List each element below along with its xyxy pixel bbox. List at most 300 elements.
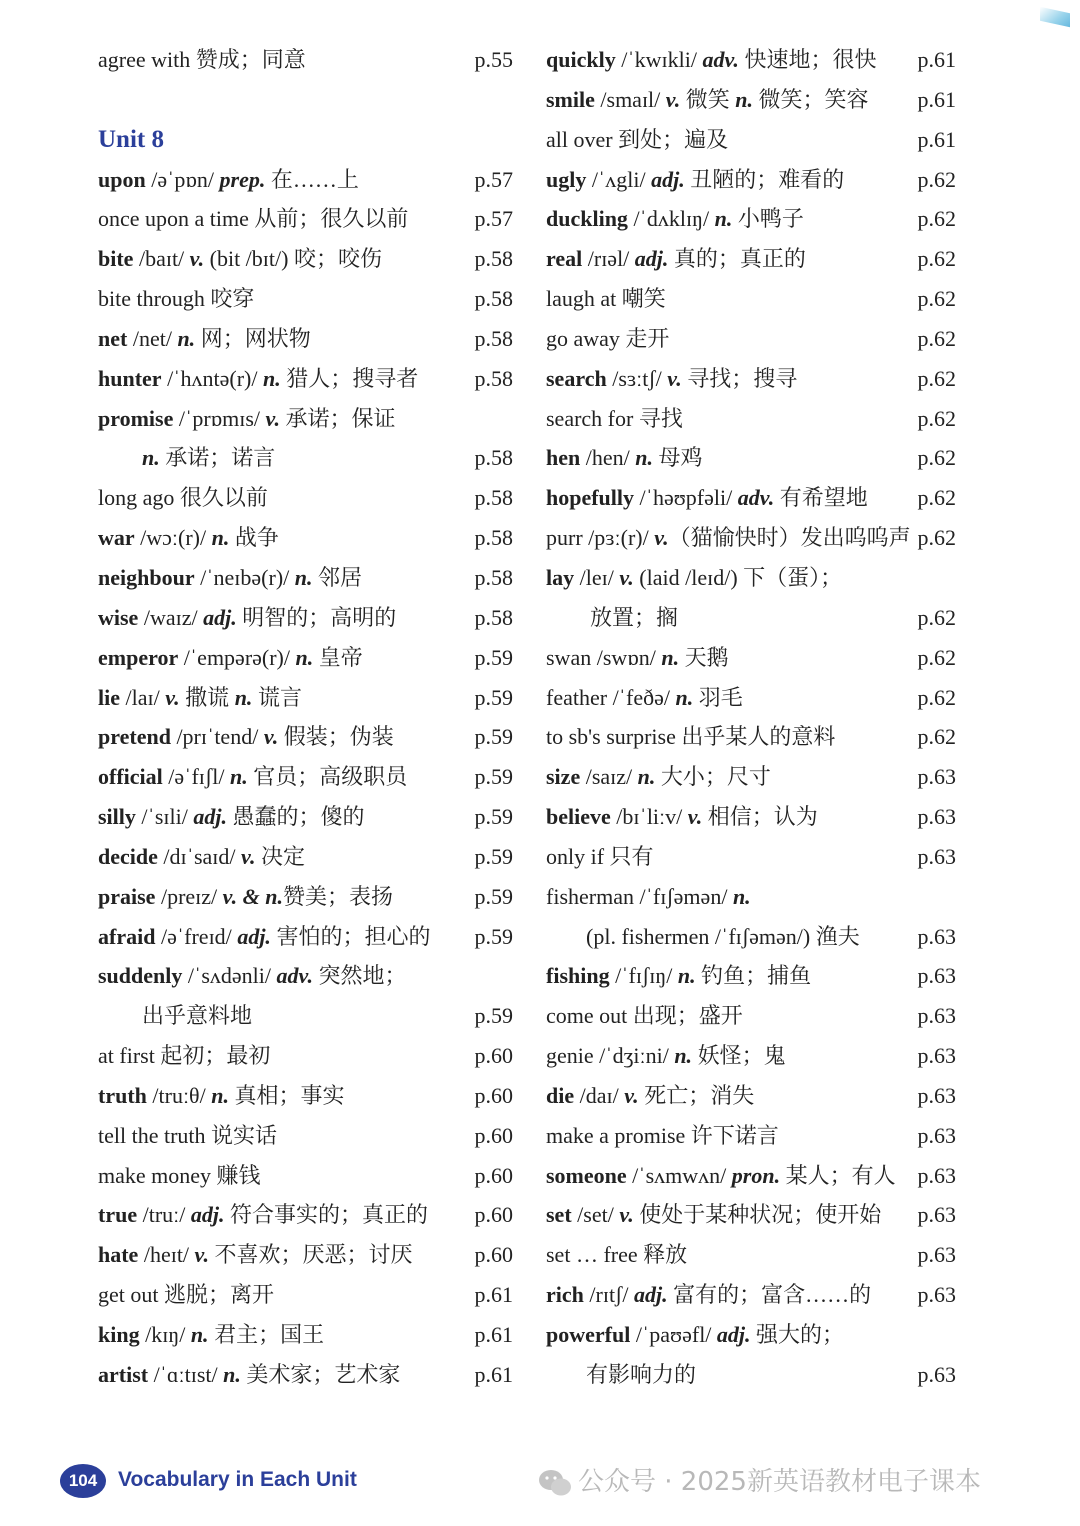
definition: 微笑；笑容 bbox=[753, 86, 869, 112]
entry-text bbox=[546, 558, 842, 598]
headword: rich bbox=[546, 1282, 584, 1308]
entry-text bbox=[546, 1235, 687, 1275]
phonetic: /pɜː(r)/ bbox=[582, 525, 655, 551]
part-of-speech: v. bbox=[241, 843, 256, 869]
watermark-text: 公众号 · 2025新英语教材电子课本 bbox=[578, 1467, 981, 1497]
definition: 决定 bbox=[255, 843, 305, 869]
entry-text bbox=[98, 399, 396, 439]
vocab-entry bbox=[546, 478, 956, 518]
part-of-speech: v. bbox=[619, 1202, 634, 1228]
phonetic: /ˈempərə(r)/ bbox=[178, 644, 296, 670]
part-of-speech: n. bbox=[735, 86, 753, 112]
page-ref: p.63 bbox=[917, 1122, 956, 1148]
headword: hate bbox=[98, 1242, 139, 1268]
part-of-speech: n. bbox=[295, 644, 314, 670]
headword: duckling bbox=[546, 206, 628, 232]
part-of-speech: adj. bbox=[193, 804, 227, 830]
page-ref: p.61 bbox=[917, 47, 956, 72]
entry-text bbox=[546, 956, 811, 996]
part-of-speech: n. bbox=[637, 764, 656, 790]
vocab-entry bbox=[98, 757, 513, 797]
headword: swan bbox=[546, 644, 592, 670]
vocab-entry bbox=[98, 478, 513, 518]
phrase: all over 到处；遍及 bbox=[546, 126, 729, 152]
definition: 真相；事实 bbox=[228, 1082, 345, 1108]
vocab-entry bbox=[98, 1275, 513, 1315]
part-of-speech: n. bbox=[211, 1082, 229, 1108]
part-of-speech: adj. bbox=[190, 1202, 225, 1228]
page-ref: p.60 bbox=[474, 1043, 513, 1069]
part-of-speech: prep. bbox=[219, 166, 266, 192]
phrase: at first 起初；最初 bbox=[98, 1043, 271, 1069]
entry-text bbox=[546, 917, 860, 957]
page-ref: p.63 bbox=[917, 843, 956, 869]
entry-text bbox=[546, 239, 806, 279]
definition: 使处于某种状况；使开始 bbox=[633, 1202, 882, 1228]
entry-text bbox=[98, 1315, 324, 1355]
entry-text bbox=[98, 678, 302, 718]
vocab-entry bbox=[546, 80, 956, 120]
vocab-entry bbox=[98, 917, 513, 957]
page-ref: p.62 bbox=[917, 325, 956, 351]
page-ref: p.59 bbox=[474, 1003, 513, 1029]
entry-text bbox=[98, 1195, 428, 1235]
phrase: once upon a time 从前；很久以前 bbox=[98, 206, 409, 232]
definition: (laid /leɪd/) 下（蛋）； bbox=[633, 564, 843, 590]
part-of-speech: n. bbox=[177, 325, 196, 351]
entry-text bbox=[98, 40, 306, 80]
page-ref: p.63 bbox=[917, 764, 956, 790]
headword: hen bbox=[546, 445, 581, 471]
entry-text bbox=[98, 438, 275, 478]
entry-text bbox=[546, 757, 771, 797]
definition: 有希望地 bbox=[774, 485, 868, 511]
phonetic: /ˈhʌntə(r)/ bbox=[161, 365, 263, 391]
entry-text bbox=[98, 1275, 274, 1315]
headword: upon bbox=[98, 166, 146, 192]
phonetic: /ˈfɪʃəmən/ bbox=[633, 883, 733, 909]
entry-text bbox=[98, 638, 363, 678]
vocab-entry bbox=[546, 40, 956, 80]
entry-text bbox=[546, 638, 729, 678]
vocab-entry bbox=[98, 598, 513, 638]
definition: 美术家；艺术家 bbox=[240, 1361, 401, 1387]
headword: feather bbox=[546, 684, 608, 710]
vocab-entry bbox=[546, 1036, 956, 1076]
entry-text bbox=[546, 877, 751, 917]
vocab-entry bbox=[98, 1235, 513, 1275]
entry-text bbox=[98, 1355, 400, 1395]
page-ref: p.63 bbox=[917, 1082, 956, 1108]
headword: bite bbox=[98, 246, 134, 272]
phrase: laugh at 嘲笑 bbox=[546, 286, 666, 312]
vocab-entry bbox=[98, 1315, 513, 1355]
definition: 大小；尺寸 bbox=[655, 764, 771, 790]
headword: afraid bbox=[98, 923, 156, 949]
phonetic: /rɪəl/ bbox=[582, 246, 635, 272]
entry-text bbox=[98, 757, 407, 797]
phonetic: /set/ bbox=[571, 1202, 620, 1228]
phrase: agree with 赞成；同意 bbox=[98, 47, 306, 72]
vocab-entry bbox=[98, 160, 513, 200]
part-of-speech: v. bbox=[665, 86, 681, 112]
vocab-entry bbox=[98, 1195, 513, 1235]
phrase: (pl. fishermen /ˈfɪʃəmən/) 渔夫 bbox=[586, 923, 860, 949]
page-ref: p.59 bbox=[474, 843, 513, 869]
page-ref: p.58 bbox=[474, 525, 513, 551]
page-ref: p.58 bbox=[474, 604, 513, 630]
entry-text bbox=[546, 996, 743, 1036]
part-of-speech: v. & n. bbox=[222, 883, 283, 909]
headword: lie bbox=[98, 684, 120, 710]
definition: 寻找；搜寻 bbox=[681, 365, 798, 391]
vocab-entry bbox=[98, 239, 513, 279]
definition: 妖怪；鬼 bbox=[692, 1043, 786, 1069]
vocab-entry bbox=[98, 638, 513, 678]
definition: 皇帝 bbox=[313, 644, 363, 670]
definition: 猎人；搜寻者 bbox=[280, 365, 419, 391]
definition: 承诺；保证 bbox=[280, 405, 396, 431]
part-of-speech: adj. bbox=[237, 923, 271, 949]
page-ref: p.58 bbox=[474, 325, 513, 351]
entry-text bbox=[546, 1156, 896, 1196]
phrase: get out 逃脱；离开 bbox=[98, 1282, 274, 1308]
phrase: search for 寻找 bbox=[546, 405, 683, 431]
vocab-entry bbox=[98, 956, 513, 996]
headword: hopefully bbox=[546, 485, 635, 511]
vocab-entry bbox=[546, 717, 956, 757]
watermark bbox=[538, 1462, 981, 1502]
headword: truth bbox=[98, 1082, 147, 1108]
vocab-entry bbox=[546, 678, 956, 718]
page-ref: p.63 bbox=[917, 1361, 956, 1387]
headword: lay bbox=[546, 564, 575, 590]
entry-text bbox=[98, 1156, 261, 1196]
page-ref: p.62 bbox=[917, 286, 956, 312]
page-ref: p.59 bbox=[474, 684, 513, 710]
entry-text bbox=[98, 359, 418, 399]
vocab-entry bbox=[98, 359, 513, 399]
definition: 突然地； bbox=[312, 963, 407, 989]
part-of-speech: n. bbox=[211, 525, 230, 551]
definition: 谎言 bbox=[252, 684, 302, 710]
vocab-entry bbox=[98, 678, 513, 718]
headword: praise bbox=[98, 883, 156, 909]
entry-text bbox=[98, 1116, 277, 1156]
vocab-entry bbox=[98, 199, 513, 239]
vocab-column-left bbox=[98, 40, 513, 1395]
phonetic: /ˈpaʊəfl/ bbox=[630, 1322, 717, 1347]
phonetic: /smaɪl/ bbox=[594, 86, 666, 112]
vocab-entry bbox=[546, 279, 956, 319]
part-of-speech: adj. bbox=[203, 604, 237, 630]
page-ref: p.59 bbox=[474, 883, 513, 909]
vocab-entry bbox=[546, 638, 956, 678]
vocab-entry bbox=[98, 40, 513, 80]
vocab-entry bbox=[546, 797, 956, 837]
part-of-speech: v. bbox=[265, 405, 280, 431]
page-ref: p.61 bbox=[474, 1322, 513, 1347]
entry-text bbox=[546, 797, 818, 837]
phonetic: /ˈdʌklɪŋ/ bbox=[627, 206, 715, 232]
phrase: only if 只有 bbox=[546, 843, 654, 869]
definition: 强大的； bbox=[750, 1322, 845, 1347]
phonetic: /ˈkwɪkli/ bbox=[615, 47, 703, 72]
page-ref: p.62 bbox=[917, 206, 956, 232]
part-of-speech: n. bbox=[714, 206, 733, 232]
phonetic: /ˈsɪli/ bbox=[135, 804, 194, 830]
entry-text bbox=[546, 1116, 779, 1156]
phonetic: /prɪˈtend/ bbox=[170, 724, 264, 750]
phonetic: /ˈdʒiːni/ bbox=[593, 1043, 675, 1069]
entry-text bbox=[98, 120, 164, 160]
part-of-speech: n. bbox=[223, 1361, 241, 1387]
phonetic: /ˈʌgli/ bbox=[586, 166, 652, 192]
page-ref: p.63 bbox=[917, 1162, 956, 1188]
phrase: 有影响力的 bbox=[586, 1361, 697, 1387]
part-of-speech: n. bbox=[234, 684, 253, 710]
headword: official bbox=[98, 764, 163, 790]
vocab-entry bbox=[98, 399, 513, 439]
page-ref: p.57 bbox=[474, 166, 513, 192]
entry-text bbox=[98, 279, 254, 319]
phonetic: /net/ bbox=[127, 325, 178, 351]
phonetic: /ˈɑːtɪst/ bbox=[148, 1361, 224, 1387]
part-of-speech: pron. bbox=[731, 1162, 781, 1188]
phonetic: /heɪt/ bbox=[138, 1242, 195, 1268]
phrase: make a promise 许下诺言 bbox=[546, 1122, 779, 1148]
definition: 邻居 bbox=[312, 564, 363, 590]
part-of-speech: v. bbox=[263, 724, 279, 750]
phonetic: /ˈprɒmɪs/ bbox=[173, 405, 266, 431]
page-ref: p.60 bbox=[474, 1202, 513, 1228]
definition: 羽毛 bbox=[693, 684, 743, 710]
definition: 真的；真正的 bbox=[668, 246, 806, 272]
vocab-entry bbox=[546, 1076, 956, 1116]
entry-text bbox=[98, 837, 305, 877]
page-ref: p.58 bbox=[474, 246, 513, 272]
part-of-speech: adj. bbox=[651, 166, 685, 192]
entry-text bbox=[546, 438, 703, 478]
headword: artist bbox=[98, 1361, 149, 1387]
definition: 富有的；富含……的 bbox=[667, 1282, 872, 1308]
part-of-speech: v. bbox=[165, 684, 180, 710]
page-ref: p.62 bbox=[917, 684, 956, 710]
entry-text bbox=[98, 478, 268, 518]
page-ref: p.58 bbox=[474, 564, 513, 590]
definition: 在……上 bbox=[265, 166, 359, 192]
part-of-speech: v. bbox=[687, 804, 703, 830]
phonetic: /leɪ/ bbox=[574, 564, 620, 590]
entry-text bbox=[546, 1315, 844, 1355]
part-of-speech: n. bbox=[661, 644, 680, 670]
entry-text bbox=[546, 279, 666, 319]
definition: 天鹅 bbox=[679, 644, 729, 670]
vocab-column-right bbox=[546, 40, 956, 1395]
page-ref: p.61 bbox=[917, 86, 956, 112]
page-ref: p.62 bbox=[917, 405, 956, 431]
vocab-entry bbox=[546, 837, 956, 877]
phonetic: /əˈfɪʃl/ bbox=[162, 764, 230, 790]
page-ref: p.61 bbox=[474, 1361, 513, 1387]
definition: 战争 bbox=[229, 525, 279, 551]
entry-text bbox=[98, 717, 394, 757]
vocab-entry bbox=[98, 797, 513, 837]
part-of-speech: adv. bbox=[737, 485, 775, 511]
vocab-entry bbox=[546, 120, 956, 160]
headword: decide bbox=[98, 843, 158, 869]
definition: （猫愉快时）发出呜呜声 bbox=[668, 525, 911, 551]
headword: true bbox=[98, 1202, 138, 1228]
entry-text bbox=[98, 199, 408, 239]
entry-text bbox=[546, 717, 835, 757]
phonetic: /hen/ bbox=[580, 445, 636, 471]
page-ref: p.59 bbox=[474, 764, 513, 790]
entry-text bbox=[546, 837, 654, 877]
vocab-entry bbox=[546, 1315, 956, 1355]
phonetic: /dɪˈsaɪd/ bbox=[157, 843, 241, 869]
headword: someone bbox=[546, 1162, 627, 1188]
page-ref: p.60 bbox=[474, 1242, 513, 1268]
entry-text bbox=[98, 1076, 344, 1116]
definition: 相信；认为 bbox=[702, 804, 818, 830]
page-number: 104 bbox=[60, 1464, 106, 1498]
entry-text bbox=[98, 996, 252, 1036]
entry-text bbox=[98, 797, 365, 837]
page-ref: p.62 bbox=[917, 485, 956, 511]
headword: war bbox=[98, 525, 135, 551]
part-of-speech: adj. bbox=[634, 246, 669, 272]
entry-text bbox=[98, 558, 362, 598]
part-of-speech: v. bbox=[189, 246, 205, 272]
definition: 快速地；很快 bbox=[738, 47, 877, 72]
definition: 害怕的；担心的 bbox=[270, 923, 431, 949]
part-of-speech: n. bbox=[142, 445, 160, 471]
page-ref: p.58 bbox=[474, 286, 513, 312]
phonetic: /kɪŋ/ bbox=[139, 1322, 191, 1347]
definition: 丑陋的；难看的 bbox=[684, 166, 845, 192]
entry-text bbox=[546, 160, 844, 200]
headword: suddenly bbox=[98, 963, 183, 989]
vocab-entry bbox=[98, 279, 513, 319]
entry-text bbox=[98, 518, 279, 558]
entry-text bbox=[546, 1076, 754, 1116]
entry-text bbox=[546, 678, 743, 718]
part-of-speech: n. bbox=[674, 1043, 693, 1069]
entry-text bbox=[546, 319, 669, 359]
headword: ugly bbox=[546, 166, 587, 192]
entry-text bbox=[98, 319, 311, 359]
vocab-entry bbox=[546, 558, 956, 598]
part-of-speech: v. bbox=[654, 525, 669, 551]
definition: 假装；伪装 bbox=[278, 724, 394, 750]
page-ref: p.60 bbox=[474, 1162, 513, 1188]
entry-text bbox=[98, 956, 406, 996]
phonetic: /waɪz/ bbox=[138, 604, 204, 630]
phonetic: /saɪz/ bbox=[580, 764, 638, 790]
part-of-speech: adj. bbox=[634, 1282, 668, 1308]
definition: 明智的；高明的 bbox=[236, 604, 397, 630]
phonetic: /daɪ/ bbox=[574, 1082, 625, 1108]
headword: fishing bbox=[546, 963, 610, 989]
entry-text bbox=[546, 518, 911, 558]
phonetic: /əˈpɒn/ bbox=[145, 166, 220, 192]
part-of-speech: v. bbox=[194, 1242, 209, 1268]
vocab-entry bbox=[546, 996, 956, 1036]
part-of-speech: v. bbox=[667, 365, 682, 391]
phonetic: /baɪt/ bbox=[133, 246, 190, 272]
phonetic: /ˈneɪbə(r)/ bbox=[194, 564, 295, 590]
phrase: go away 走开 bbox=[546, 325, 670, 351]
phonetic: /preɪz/ bbox=[155, 883, 223, 909]
vocab-entry bbox=[546, 199, 956, 239]
definition: 微笑 bbox=[680, 86, 736, 112]
headword: neighbour bbox=[98, 564, 195, 590]
definition: 死亡；消失 bbox=[638, 1082, 755, 1108]
phrase: 出乎意料地 bbox=[142, 1003, 253, 1029]
footer-title: Vocabulary in Each Unit bbox=[118, 1468, 357, 1491]
phonetic: /wɔː(r)/ bbox=[134, 525, 212, 551]
headword: silly bbox=[98, 804, 136, 830]
headword: purr bbox=[546, 525, 583, 551]
page-ref: p.60 bbox=[474, 1082, 513, 1108]
definition: 某人；有人 bbox=[780, 1162, 896, 1188]
vocab-entry bbox=[98, 558, 513, 598]
phrase: bite through 咬穿 bbox=[98, 286, 255, 312]
headword: net bbox=[98, 325, 128, 351]
entry-text bbox=[98, 877, 393, 917]
part-of-speech: n. bbox=[635, 445, 653, 471]
vocab-entry bbox=[98, 1036, 513, 1076]
entry-text bbox=[98, 1235, 413, 1275]
definition: 不喜欢；厌恶；讨厌 bbox=[209, 1242, 413, 1268]
entry-text bbox=[98, 917, 430, 957]
entry-text bbox=[98, 1036, 270, 1076]
phonetic: /ˈsʌmwʌn/ bbox=[626, 1162, 732, 1188]
phrase: come out 出现；盛开 bbox=[546, 1003, 743, 1029]
vocab-entry bbox=[546, 598, 956, 638]
headword: king bbox=[98, 1322, 140, 1347]
page-ref: p.59 bbox=[474, 724, 513, 750]
phrase: 放置；搁 bbox=[590, 604, 679, 630]
corner-decoration bbox=[1040, 7, 1070, 27]
vocab-entry bbox=[546, 1275, 956, 1315]
vocab-entry bbox=[546, 1195, 956, 1235]
entry-text bbox=[546, 1355, 696, 1395]
page-ref: p.58 bbox=[474, 365, 513, 391]
page-ref: p.62 bbox=[917, 525, 956, 551]
entry-text bbox=[546, 40, 876, 80]
phrase: long ago 很久以前 bbox=[98, 485, 268, 511]
entry-text bbox=[546, 598, 678, 638]
unit-heading bbox=[98, 120, 513, 160]
part-of-speech: v. bbox=[619, 564, 634, 590]
definition: (bit /bɪt/) 咬；咬伤 bbox=[204, 246, 382, 272]
vocab-entry bbox=[98, 1355, 513, 1395]
page-ref: p.59 bbox=[474, 923, 513, 949]
headword: real bbox=[546, 246, 583, 272]
phonetic: /ˈfeðə/ bbox=[607, 684, 676, 710]
page-ref: p.62 bbox=[917, 604, 956, 630]
headword: search bbox=[546, 365, 607, 391]
vocab-entry bbox=[546, 438, 956, 478]
vocab-entry bbox=[98, 438, 513, 478]
page-ref: p.63 bbox=[917, 963, 956, 989]
part-of-speech: adv. bbox=[276, 963, 313, 989]
phonetic: /truːθ/ bbox=[146, 1082, 212, 1108]
definition: 官员；高级职员 bbox=[247, 764, 408, 790]
page-ref: p.57 bbox=[474, 206, 513, 232]
